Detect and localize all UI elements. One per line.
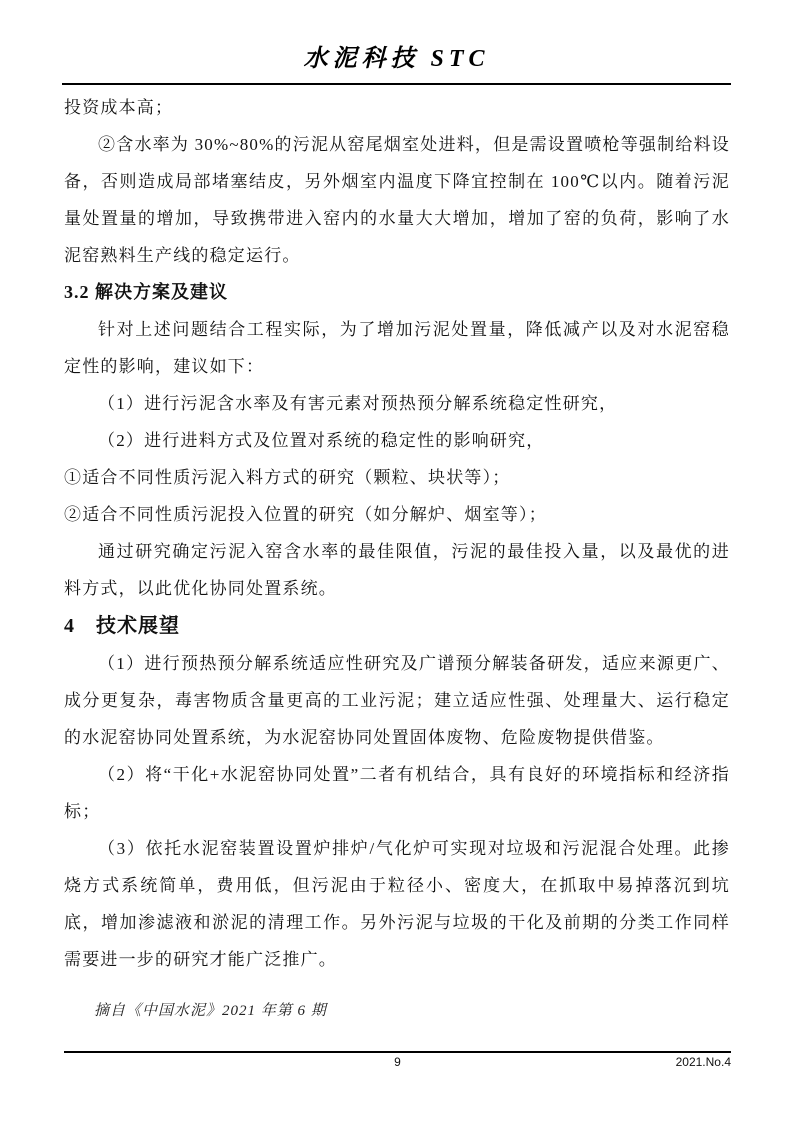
paragraph-subitem-1: ①适合不同性质污泥入料方式的研究（颗粒、块状等）； [64,468,511,487]
section-heading-outlook: 4 技术展望 [64,615,180,637]
section-heading-solutions: 3.2 解决方案及建议 [64,282,228,302]
paragraph-outlook-2: （2）将“干化+水泥窑协同处置”二者有机结合，具有良好的环境指标和经济指标； [64,765,730,821]
issue-number: 2021.No.4 [675,1055,731,1069]
article-body [64,89,730,978]
footer-divider [64,1051,731,1053]
footer-row [64,1055,731,1075]
paragraph-suggestions-intro: 针对上述问题结合工程实际，为了增加污泥处置量，降低减产以及对水泥窑稳定性的影响，建议如下： [64,320,730,376]
paragraph-investment-cost: 投资成本高； [64,98,174,117]
paragraph-outlook-1: （1）进行预热预分解系统适应性研究及广谱预分解装备研发，适应来源更广、成分更复杂，毒害物质含量更高的工业污泥；建立适应性强、处理量大、运行稳定的水泥窑协同处置系统，为水泥窑协同处置固体废物、危险废物提供借鉴。 [64,654,730,747]
paragraph-suggestion-2: （2）进行进料方式及位置对系统的稳定性的影响研究， [98,431,545,450]
page-header [62,0,731,85]
page-footer [64,1051,731,1075]
paragraph-subitem-2: ②适合不同性质污泥投入位置的研究（如分解炉、烟室等）； [64,505,547,524]
journal-title: 水泥科技 STC [303,46,490,72]
paragraph-research-conclusion: 通过研究确定污泥入窑含水率的最佳限值，污泥的最佳投入量，以及最优的进料方式，以此优化协同处置系统。 [64,542,730,598]
paragraph-outlook-3: （3）依托水泥窑装置设置炉排炉/气化炉可实现对垃圾和污泥混合处理。此掺烧方式系统简单，费用低，但污泥由于粒径小、密度大，在抓取中易掉落沉到坑底，增加渗滤液和淤泥的清理工作。另外污泥与垃圾的干化及前期的分类工作同样需要进一步的研究才能广泛推广。 [64,839,730,969]
header-divider [62,83,731,85]
paragraph-suggestion-1: （1）进行污泥含水率及有害元素对预热预分解系统稳定性研究， [98,394,618,413]
paragraph-moisture-feed: ②含水率为 30%~80%的污泥从窑尾烟室处进料，但是需设置喷枪等强制给料设备，否则造成局部堵塞结皮，另外烟室内温度下降宜控制在 100℃以内。随着污泥量处置量的增加，导致携带进入窑内的水量大大增加，增加了窑的负荷，影响了水泥窑熟料生产线的稳定运行。 [64,135,730,265]
source-note: 摘自《中国水泥》2021 年第 6 期 [94,1003,327,1019]
page-number: 9 [394,1055,401,1069]
